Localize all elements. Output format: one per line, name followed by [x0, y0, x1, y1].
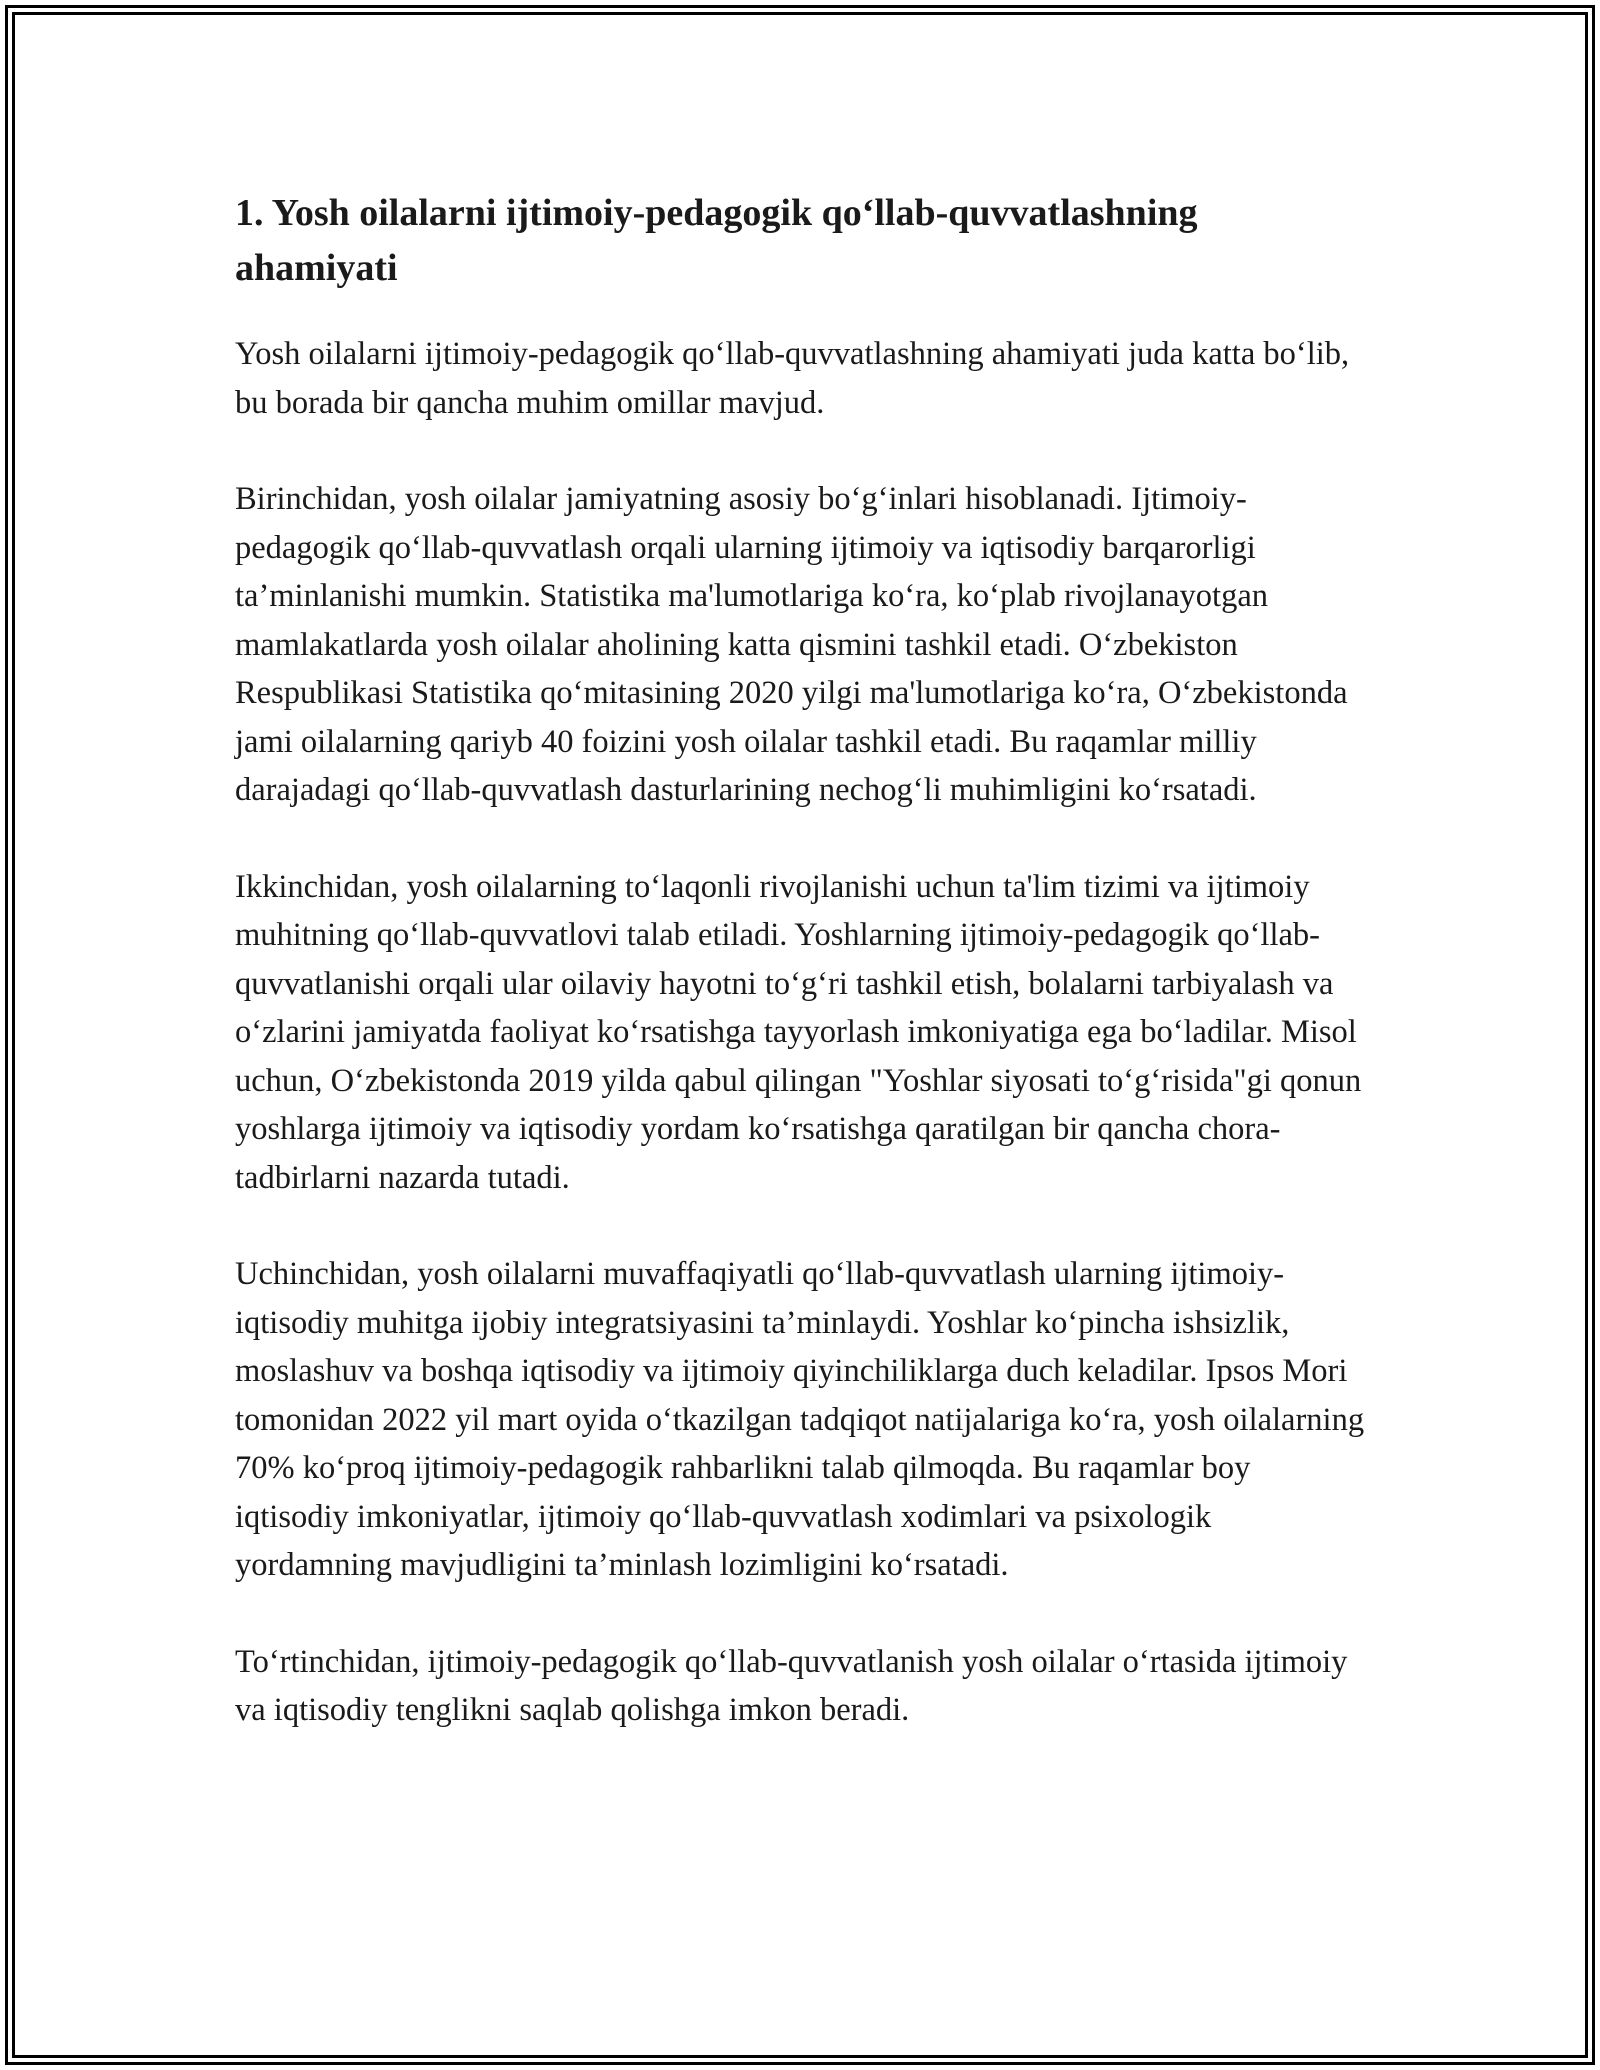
document-body [235, 186, 1365, 1783]
paragraph-intro: Yosh oilalarni ijtimoiy-pedagogik qo‘llab-quvvatlashning ahamiyati juda katta bo‘lib, bu borada bir qancha muhim omillar mavjud. [235, 336, 1350, 421]
paragraph-fourth: To‘rtinchidan, ijtimoiy-pedagogik qo‘llab-quvvatlanish yosh oilalar o‘rtasida ijtimoiy va iqtisodiy tenglikni saqlab qolishga imkon beradi. [235, 1643, 1348, 1728]
paragraph-first: Birinchidan, yosh oilalar jamiyatning asosiy bo‘g‘inlari hisoblanadi. Ijtimoiy-pedagogik qo‘llab-quvvatlash orqali ularning ijtimoiy va iqtisodiy barqarorligi ta’minlanishi mumkin. Statistika ma'lumotlariga ko‘ra, ko‘plab rivojlanayotgan mamlakatlarda yosh oilalar aholining katta qismini tashkil etadi. O‘zbekiston Respublikasi Statistika qo‘mitasining 2020 yilgi ma'lumotlariga ko‘ra, O‘zbekistonda jami oilalarning qariyb 40 foizini yosh oilalar tashkil etadi. Bu raqamlar milliy darajadagi qo‘llab-quvvatlash dasturlarining nechog‘li muhimligini ko‘rsatadi. [235, 481, 1348, 808]
paragraph-third: Uchinchidan, yosh oilalarni muvaffaqiyatli qo‘llab-quvvatlash ularning ijtimoiy-iqtisodiy muhitga ijobiy integratsiyasini ta’minlaydi. Yoshlar ko‘pincha ishsizlik, moslashuv va boshqa iqtisodiy va ijtimoiy qiyinchiliklarga duch keladilar. Ipsos Mori tomonidan 2022 yil mart oyida o‘tkazilgan tadqiqot natijalariga ko‘ra, yosh oilalarning 70% ko‘proq ijtimoiy-pedagogik rahbarlikni talab qilmoqda. Bu raqamlar boy iqtisodiy imkoniyatlar, ijtimoiy qo‘llab-quvvatlash xodimlari va psixologik yordamning mavjudligini ta’minlash lozimligini ko‘rsatadi. [235, 1256, 1365, 1583]
paragraph-second: Ikkinchidan, yosh oilalarning to‘laqonli rivojlanishi uchun ta'lim tizimi va ijtimoiy muhitning qo‘llab-quvvatlovi talab etiladi. Yoshlarning ijtimoiy-pedagogik qo‘llab-quvvatlanishi orqali ular oilaviy hayotni to‘g‘ri tashkil etish, bolalarni tarbiyalash va o‘zlarini jamiyatda faoliyat ko‘rsatishga tayyorlash imkoniyatiga ega bo‘ladilar. Misol uchun, O‘zbekistonda 2019 yilda qabul qilingan "Yoshlar siyosati to‘g‘risida"gi qonun yoshlarga ijtimoiy va iqtisodiy yordam ko‘rsatishga qaratilgan bir qancha chora-tadbirlarni nazarda tutadi. [235, 868, 1362, 1196]
section-heading: 1. Yosh oilalarni ijtimoiy-pedagogik qo‘llab-quvvatlashning ahamiyati [235, 192, 1198, 289]
